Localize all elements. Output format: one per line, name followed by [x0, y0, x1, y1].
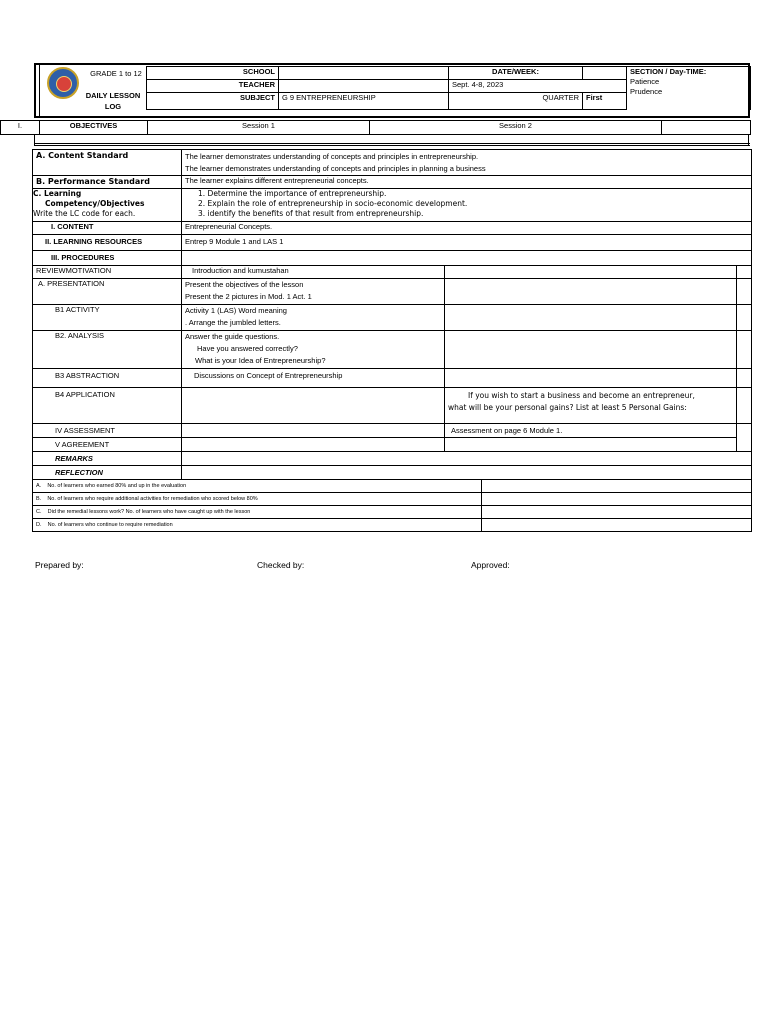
performance-standard-text: The learner explains different entrepreneurial concepts.	[182, 176, 752, 189]
reflection-table	[32, 479, 752, 532]
procedures-label: III. PROCEDURES	[33, 251, 182, 266]
procedure-application-label: B4 APPLICATION	[33, 388, 182, 424]
procedure-activity-label: B1 ACTIVITY	[33, 305, 182, 331]
session-2-header: Session 2	[370, 121, 662, 135]
learning-competency-items	[182, 189, 752, 222]
content-standard-label: A. Content Standard	[33, 150, 182, 176]
reflection-letter-b: B.	[36, 496, 42, 502]
objectives-roman: I.	[1, 121, 40, 135]
competency-item-3: 3. identify the benefits of that result from entrepreneurship.	[198, 209, 424, 218]
subject-label: SUBJECT	[147, 93, 279, 110]
analysis-line-1: Answer the guide questions.	[185, 332, 280, 341]
divider-thick	[34, 143, 750, 146]
reflection-text-c: Did the remedial lessons work? No. of learners who have caught up with the lesson	[47, 509, 251, 515]
content-standard-line-2: The learner demonstrates understanding of concepts and principles in planning a business	[185, 164, 486, 173]
section-value-1: Patience	[630, 77, 660, 86]
procedure-presentation-label: A. PRESENTATION	[33, 279, 182, 305]
grade-label: GRADE 1 to 12	[90, 69, 142, 78]
header-inner-left-rule	[39, 63, 40, 118]
daily-lesson-log-label: DAILY LESSON LOG	[85, 91, 141, 111]
prepared-by-label: Prepared by:	[35, 560, 84, 570]
reflection-item-c	[33, 506, 482, 519]
application-prompt-line-1: If you wish to start a business and become an entrepreneur,	[468, 391, 695, 400]
learning-resources-value: Entrep 9 Module 1 and LAS 1	[182, 235, 752, 251]
reflection-item-d	[33, 519, 482, 532]
performance-standard-label: B. Performance Standard	[33, 176, 182, 189]
procedure-analysis-text	[182, 331, 445, 369]
procedure-abstraction-text: Discussions on Concept of Entrepreneurship	[182, 369, 445, 388]
reflection-letter-a: A.	[36, 483, 42, 489]
reflection-letter-d: D.	[36, 522, 42, 528]
reflection-text-a: No. of learners who earned 80% and up in the evaluation	[47, 483, 187, 489]
learning-competency-label	[33, 189, 182, 222]
content-standard-line-1: The learner demonstrates understanding of concepts and principles in entrepreneurship.	[185, 152, 479, 161]
application-prompt-line-2: what will be your personal gains? List at least 5 Personal Gains:	[448, 403, 687, 412]
activity-line-1: Activity 1 (LAS) Word meaning	[185, 306, 287, 315]
quarter-value[interactable]: First	[583, 93, 627, 110]
reflection-text-d: No. of learners who continue to require remediation	[47, 522, 173, 528]
school-label: SCHOOL	[147, 67, 279, 80]
reflection-letter-c: C.	[36, 509, 42, 515]
date-week-value[interactable]: Sept. 4-8, 2023	[449, 80, 627, 93]
subject-value[interactable]: G 9 ENTREPRENEURSHIP	[279, 93, 449, 110]
procedure-review-label: REVIEWMOTIVATION	[33, 266, 182, 279]
teacher-label: TEACHER	[147, 80, 279, 93]
section-value-2: Prudence	[630, 87, 663, 96]
activity-line-2: . Arrange the jumbled letters.	[185, 318, 281, 327]
section-cell	[627, 67, 751, 110]
objectives-label: OBJECTIVES	[40, 121, 148, 135]
divider-right	[748, 134, 749, 146]
teacher-field[interactable]	[279, 80, 449, 93]
assessment-value: Assessment on page 6 Module 1.	[445, 424, 737, 438]
application-prompt	[445, 388, 737, 424]
content-label: I. CONTENT	[33, 222, 182, 235]
agreement-label: V AGREEMENT	[33, 438, 182, 452]
content-value: Entrepreneurial Concepts.	[182, 222, 752, 235]
reflection-label: REFLECTION	[33, 466, 182, 480]
section-label: SECTION / Day-TIME:	[630, 67, 707, 76]
school-field[interactable]	[279, 67, 449, 80]
divider-left	[34, 134, 35, 146]
procedure-review-text: Introduction and kumustahan	[182, 266, 445, 279]
presentation-line-1: Present the objectives of the lesson	[185, 280, 304, 289]
reflection-answer-b[interactable]	[482, 493, 752, 506]
reflection-answer-d[interactable]	[482, 519, 752, 532]
reflection-answer-c[interactable]	[482, 506, 752, 519]
reflection-answer-a[interactable]	[482, 480, 752, 493]
remarks-label: REMARKS	[33, 452, 182, 466]
session-1-header: Session 1	[148, 121, 370, 135]
learning-competency-line-2: Competency/Objectives	[45, 199, 145, 208]
reflection-item-a	[33, 480, 482, 493]
deped-seal-logo	[47, 67, 79, 99]
procedure-analysis-label: B2. ANALYSIS	[33, 331, 182, 369]
reflection-text-b: No. of learners who require additional activities for remediation who scored below 80%	[47, 496, 258, 502]
learning-competency-line-1: C. Learning	[33, 189, 82, 198]
procedure-activity-text	[182, 305, 445, 331]
approved-label: Approved:	[471, 560, 510, 570]
learning-competency-line-3: Write the LC code for each.	[33, 209, 136, 218]
date-week-label: DATE/WEEK:	[449, 67, 583, 80]
reflection-item-b	[33, 493, 482, 506]
analysis-line-2: Have you answered correctly?	[197, 344, 298, 353]
procedure-presentation-text	[182, 279, 445, 305]
analysis-line-3: What is your Idea of Entrepreneurship?	[195, 356, 326, 365]
learning-resources-label: II. LEARNING RESOURCES	[33, 235, 182, 251]
lesson-plan-table	[32, 149, 752, 480]
competency-item-2: 2. Explain the role of entrepreneurship in socio-economic development.	[198, 199, 468, 208]
content-standard-text	[182, 150, 752, 176]
objectives-row	[0, 120, 751, 135]
checked-by-label: Checked by:	[257, 560, 305, 570]
competency-item-1: 1. Determine the importance of entrepreneurship.	[198, 189, 387, 198]
header-table	[146, 66, 751, 110]
presentation-line-2: Present the 2 pictures in Mod. 1 Act. 1	[185, 292, 312, 301]
quarter-label: QUARTER	[449, 93, 583, 110]
procedure-abstraction-label: B3 ABSTRACTION	[33, 369, 182, 388]
assessment-label: IV ASSESSMENT	[33, 424, 182, 438]
